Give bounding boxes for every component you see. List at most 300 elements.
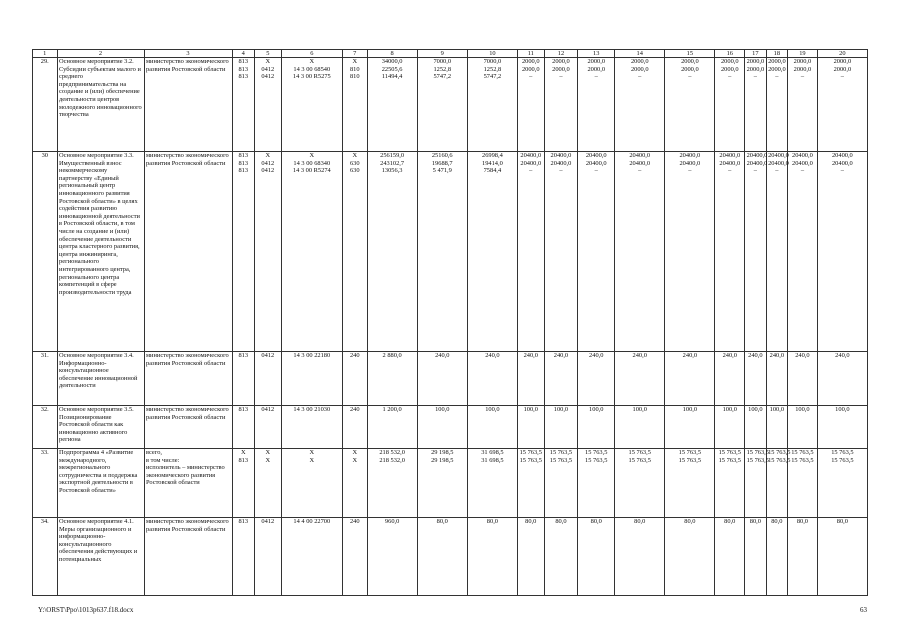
amount-value: 20400,0 [520,159,542,167]
amount-value: 15 763,5 [768,449,791,456]
budget-code-value: 240 [349,518,360,525]
table-body [33,50,868,596]
amount-value: 15 763,5 [549,456,573,464]
budget-code-value: X [240,449,246,456]
budget-code-value: 0412 [261,518,275,525]
amount-cell [517,352,544,406]
amount-value: 2000,0 [681,58,699,65]
amount-cell [715,352,745,406]
amount-value: 31 698,5 [481,449,504,456]
amount-value: 218 532,0 [379,456,405,464]
column-number: 10 [467,50,517,58]
amount-value: – [529,73,533,81]
amount-value: 240,0 [553,352,569,359]
executor-line: всего, [146,449,163,456]
amount-value: 13056,3 [381,167,403,175]
executor-line: в том числе: [146,456,180,464]
budget-code-value: 14 3 00 R5274 [292,167,331,175]
program-name-cell: Основное мероприятие 3.5. Позиционирование Ростовской области как инновационно активного региона [57,406,144,449]
amount-cell [578,152,615,352]
amount-cell [745,152,766,352]
budget-code-cell [255,352,282,406]
amount-cell [367,152,417,352]
column-number: 17 [745,50,766,58]
amount-value: 20400,0 [719,159,741,167]
amount-value: 15 763,5 [718,456,741,464]
amount-value: – [559,167,563,175]
amount-value: 15 763,5 [628,449,651,456]
amount-cell [544,406,578,449]
column-number: 1 [33,50,58,58]
amount-cell [467,518,517,596]
amount-cell [766,58,787,152]
amount-cell [788,58,818,152]
budget-code-cell [232,352,255,406]
amount-value: 80,0 [525,518,537,525]
amount-cell [615,352,665,406]
amount-value: 20400,0 [792,152,813,159]
budget-code-value: 240 [349,352,360,359]
amount-cell [665,152,715,352]
budget-code-cell [255,518,282,596]
amount-cell [788,152,818,352]
budget-code-value: X [352,456,358,464]
amount-value: 15 763,5 [718,449,741,456]
amount-value: 20400,0 [629,152,651,159]
column-number: 7 [343,50,368,58]
budget-code-value: 14 3 00 22180 [293,352,331,359]
amount-value: 19688,7 [431,159,453,167]
budget-code-cell [232,152,255,352]
amount-cell [715,58,745,152]
amount-value: 15 763,5 [746,449,769,456]
budget-code-value: X [265,58,271,65]
amount-cell [578,518,615,596]
budget-code-cell [343,58,368,152]
amount-value: 20400,0 [768,159,789,167]
column-number-row [33,50,868,58]
column-number: 11 [517,50,544,58]
budget-code-cell [232,58,255,152]
amount-value: 15 763,5 [678,456,702,464]
executor-cell: министерство экономического развития Ростовской области [144,152,232,352]
amount-value: 20400,0 [585,152,607,159]
budget-code-cell [281,518,342,596]
column-number: 14 [615,50,665,58]
amount-value: 100,0 [795,406,810,413]
table-row [33,152,868,352]
budget-code-value: 0412 [261,65,275,73]
amount-value: 2000,0 [521,58,540,65]
budget-code-value: 813 [238,73,249,81]
budget-code-cell [343,152,368,352]
amount-value: 15 763,5 [831,456,854,464]
program-name-cell: Подпрограмма 4 «Развитие международного, межрегионального сотрудничества и поддержка экспортной деятельности в Ростовской области» [57,449,144,518]
amount-value: 243102,7 [380,159,405,167]
budget-code-value: 0412 [261,73,275,81]
executor-cell: министерство экономического развития Ростовской области [144,518,232,596]
column-number: 13 [578,50,615,58]
amount-value: 20400,0 [520,152,542,159]
budget-code-value: 813 [238,352,249,359]
budget-code-value: 240 [349,406,360,413]
budget-code-cell [281,449,342,518]
amount-value: – [753,73,757,81]
amount-cell [517,58,544,152]
page-number: 63 [860,606,867,614]
row-number-cell: 29. [33,58,58,152]
amount-cell [417,152,467,352]
amount-value: 20400,0 [679,152,701,159]
column-number: 16 [715,50,745,58]
amount-value: 20400,0 [629,159,651,167]
budget-code-cell [281,352,342,406]
amount-value: 15 763,5 [831,449,854,456]
amount-value: – [728,73,732,81]
amount-cell [417,449,467,518]
amount-value: 240,0 [485,352,500,359]
amount-value: – [529,167,533,175]
column-number: 3 [144,50,232,58]
amount-value: 19414,0 [482,159,503,167]
budget-code-cell [232,518,255,596]
amount-value: 80,0 [836,518,848,525]
amount-value: 5747,2 [433,73,452,81]
budget-code-value: X [265,449,271,456]
amount-value: 15 763,5 [519,449,542,456]
amount-cell [745,449,769,518]
amount-cell [665,406,715,449]
amount-cell [615,449,665,518]
amount-cell [544,449,578,518]
row-number-cell: 30 [33,152,58,352]
amount-value: 240,0 [435,352,450,359]
amount-value: 25160,6 [431,152,453,159]
amount-value: – [594,73,598,81]
amount-cell [817,352,867,406]
amount-value: 15 763,5 [585,449,608,456]
amount-value: 100,0 [632,406,647,413]
amount-cell [788,352,818,406]
amount-cell [766,152,787,352]
table-row [33,352,868,406]
budget-code-value: 813 [238,58,249,65]
amount-cell [817,518,867,596]
amount-value: – [559,73,563,81]
amount-cell [817,449,867,518]
amount-cell [578,406,615,449]
amount-value: 2000,0 [793,58,812,65]
executor-cell [144,449,232,518]
amount-value: – [688,73,692,81]
row-number-cell: 34. [33,518,58,596]
budget-code-value: 813 [238,167,249,175]
amount-value: 7584,4 [483,167,502,175]
amount-value: 15 763,5 [746,456,769,464]
amount-value: 100,0 [722,406,737,413]
amount-cell [417,518,467,596]
column-number: 19 [788,50,818,58]
amount-value: – [840,167,844,175]
budget-code-cell [343,518,368,596]
table-row [33,406,868,449]
budget-code-cell [343,352,368,406]
amount-value: 29 198,5 [431,449,454,456]
amount-value: 2000,0 [720,58,739,65]
amount-value: – [638,167,642,175]
column-number: 6 [281,50,342,58]
column-number: 5 [255,50,282,58]
budget-code-value: 14 3 00 R5275 [292,73,331,81]
amount-value: 2000,0 [746,58,765,65]
amount-value: – [688,167,692,175]
amount-value: 20400,0 [550,152,572,159]
amount-cell [745,406,766,449]
amount-value: 20400,0 [679,159,701,167]
amount-value: 2000,0 [720,65,739,73]
amount-value: 240,0 [632,352,647,359]
executor-line: исполнитель – министерство экономического развития Ростовской области [146,464,225,487]
budget-code-value: X [309,152,315,159]
amount-value: 20400,0 [768,152,789,159]
program-name-cell: Основное мероприятие 4.1. Меры организационного и информационно-консультационного обеспечения действующих и потенциальных [57,518,144,596]
amount-value: – [800,73,805,81]
amount-cell [715,449,745,518]
amount-value: 2000,0 [552,65,570,73]
amount-cell [766,518,787,596]
amount-value: 960,0 [384,518,400,525]
budget-code-cell [343,449,368,518]
amount-cell [817,58,867,152]
column-number: 12 [544,50,578,58]
amount-cell [615,518,665,596]
amount-value: 5747,2 [483,73,502,81]
amount-value: 7000,0 [483,58,502,65]
amount-cell [745,352,766,406]
amount-value: 2000,0 [768,58,786,65]
amount-value: 80,0 [724,518,736,525]
amount-value: 2000,0 [587,65,606,73]
budget-code-value: 813 [238,152,249,159]
amount-value: 7000,0 [433,58,452,65]
amount-value: 15 763,5 [519,456,542,464]
amount-cell [544,518,578,596]
amount-value: 100,0 [589,406,604,413]
amount-value: 240,0 [682,352,698,359]
amount-cell [715,518,745,596]
amount-cell [817,152,867,352]
budget-code-cell [281,406,342,449]
budget-code-cell [343,406,368,449]
budget-code-value: 0412 [261,406,275,413]
amount-cell [745,518,766,596]
amount-cell [578,449,615,518]
amount-value: 15 763,5 [791,449,814,456]
budget-code-value: X [309,456,315,464]
amount-value: 80,0 [634,518,646,525]
amount-cell [367,518,417,596]
column-number: 4 [232,50,255,58]
budget-code-value: 0412 [261,159,275,167]
budget-table-sheet [32,49,868,596]
row-number-cell: 31. [33,352,58,406]
amount-value: 80,0 [749,518,761,525]
amount-cell [665,518,715,596]
amount-value: 1252,8 [483,65,502,73]
amount-value: 100,0 [682,406,698,413]
amount-cell [517,406,544,449]
column-number: 20 [817,50,867,58]
amount-value: 80,0 [555,518,567,525]
amount-value: 15 763,5 [585,456,608,464]
amount-value: 80,0 [684,518,696,525]
amount-value: 240,0 [748,352,763,359]
amount-cell [517,449,544,518]
budget-code-cell [232,406,255,449]
amount-cell [467,406,517,449]
budget-code-value: 14 3 00 21030 [293,406,331,413]
amount-cell [467,58,517,152]
amount-value: 15 763,5 [791,456,814,464]
budget-code-cell [255,449,282,518]
amount-value: 15 763,5 [549,449,573,456]
budget-code-value: 813 [238,65,249,73]
amount-value: 218 532,0 [379,449,405,456]
budget-code-cell [281,58,342,152]
amount-value: 20400,0 [746,152,768,159]
amount-cell [766,352,787,406]
amount-cell [517,518,544,596]
amount-value: – [728,167,732,175]
amount-value: 15 763,5 [768,456,791,464]
amount-value: 2 880,0 [382,352,402,359]
amount-cell [665,449,715,518]
amount-value: 15 763,5 [628,456,651,464]
amount-value: 100,0 [748,406,763,413]
amount-value: 1 200,0 [382,406,402,413]
amount-cell [544,58,578,152]
amount-cell [544,152,578,352]
amount-value: 20400,0 [585,159,607,167]
program-name-cell: Основное мероприятие 3.3. Имущественный взнос некоммерческому партнерству «Единый региональный центр инновационного развития Ростовской области» в целях содействия развитию инновационной деятельности в Ростовской области, в том числе на создание и (или) обеспечение деятельности центра кластерного развития, центра инжиниринга, регионального интегрированного центра, регионального центра компетенций в сфере производительности труда [57,152,144,352]
amount-value: 2000,0 [521,65,540,73]
amount-cell [615,152,665,352]
program-name-cell: Основное мероприятие 3.2. Субсидии субъектам малого и среднего предпринимательства на создание и (или) обеспечение деятельности центров молодежного инновационного творчества [57,58,144,152]
budget-code-value: X [352,58,358,65]
executor-cell: министерство экономического развития Ростовской области [144,58,232,152]
amount-value: – [800,167,805,175]
budget-code-value: 14 3 00 68340 [293,159,331,167]
amount-cell [367,449,417,518]
amount-value: 100,0 [769,406,785,413]
amount-value: 20400,0 [831,152,853,159]
amount-cell [788,518,818,596]
budget-code-value: 810 [349,73,360,81]
amount-value: 15 763,5 [678,449,702,456]
table-row [33,518,868,596]
budget-code-value: 810 [349,65,360,73]
amount-value: 100,0 [835,406,850,413]
budget-code-value: 813 [238,518,249,525]
amount-cell [578,352,615,406]
amount-value: 100,0 [485,406,500,413]
amount-value: 80,0 [590,518,602,525]
amount-cell [665,58,715,152]
amount-value: 2000,0 [833,58,852,65]
amount-cell [788,449,818,518]
amount-cell [715,406,745,449]
amount-value: 2000,0 [552,58,570,65]
column-number: 9 [417,50,467,58]
budget-code-value: 14 3 00 68540 [293,65,331,73]
amount-value: 2000,0 [768,65,786,73]
amount-value: 2000,0 [746,65,765,73]
amount-cell [615,58,665,152]
amount-value: – [840,73,844,81]
amount-value: 240,0 [795,352,810,359]
amount-value: 29 198,5 [431,456,454,464]
amount-value: 2000,0 [630,65,649,73]
document-file-path: Y:\ORST\Ppo\1013p637.f18.docx [38,606,134,614]
executor-cell: министерство экономического развития Ростовской области [144,352,232,406]
amount-value: 1252,8 [433,65,452,73]
amount-value: 100,0 [553,406,569,413]
amount-value: 20400,0 [792,159,813,167]
amount-cell [367,406,417,449]
row-number-cell: 32. [33,406,58,449]
amount-cell [817,406,867,449]
amount-value: – [638,73,642,81]
amount-value: 240,0 [835,352,850,359]
budget-code-value: 14 4 00 22700 [293,518,331,525]
amount-cell [544,352,578,406]
amount-cell [766,406,787,449]
amount-value: – [753,167,757,175]
amount-value: 80,0 [486,518,498,525]
amount-cell [467,352,517,406]
amount-value: 20400,0 [719,152,741,159]
budget-code-cell [255,406,282,449]
amount-value: 2000,0 [681,65,699,73]
amount-value: 20400,0 [550,159,572,167]
amount-cell [745,58,766,152]
amount-cell [417,406,467,449]
budget-code-value: X [265,456,271,464]
budget-code-value: 630 [349,167,360,175]
row-number-cell: 33. [33,449,58,518]
amount-cell [715,152,745,352]
amount-value: 2000,0 [793,65,812,73]
amount-value: 80,0 [771,518,783,525]
amount-value: 2000,0 [630,58,649,65]
amount-value: – [775,167,779,175]
budget-code-value: X [352,152,358,159]
budget-code-value: 813 [238,159,249,167]
amount-value: – [594,167,598,175]
amount-cell [417,352,467,406]
column-number: 18 [766,50,787,58]
amount-value: 240,0 [523,352,538,359]
amount-value: 240,0 [589,352,604,359]
amount-value: 26998,4 [482,152,503,159]
budget-code-value: 630 [349,159,360,167]
amount-value: 11494,4 [381,73,403,81]
budget-code-value: X [352,449,358,456]
amount-value: 5 471,9 [432,167,452,175]
budget-code-value: X [309,449,315,456]
amount-value: 2000,0 [833,65,852,73]
amount-cell [467,152,517,352]
